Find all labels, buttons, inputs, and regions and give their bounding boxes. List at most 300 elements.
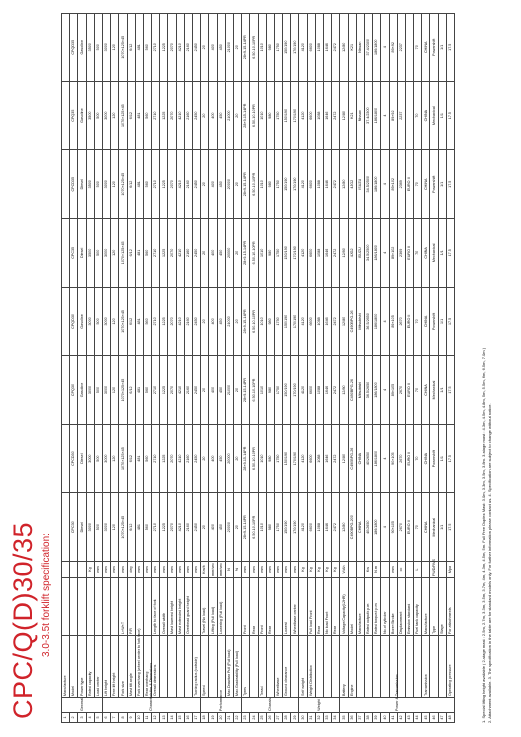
spec-value: EURO II [405, 424, 413, 493]
spec-sublabel: Type [430, 578, 438, 636]
spec-sublabel: Voltage/Capacity(12HR) [340, 578, 348, 636]
spec-label [176, 636, 184, 698]
row-number: 34 [332, 713, 340, 723]
spec-value: Nissan [356, 13, 364, 81]
table-row [430, 13, 438, 722]
table-row [250, 13, 258, 722]
spec-value: 1088 [315, 150, 323, 219]
spec-value: 4120 [299, 287, 307, 356]
row-number: 45 [422, 713, 430, 723]
footnote-1: 1. Special lifting height available ( 2-stage mast : 2.5m, 2.7m, 3.3m, 3.5m, 3.7m, 4m, 4.3m, 4.5m, 5m. Full Free Duplex Mast: 3.0m, 3.3m, 3.5m, 3.8m. 3-stage mast : 4.3m, 4.5m, 4.8m, 5m, 5.5m, 6m, 6.5m, 7.0m ) [481, 347, 486, 723]
spec-sublabel [62, 578, 70, 636]
spec-value: 3000 [102, 493, 110, 562]
spec-value: 1010 [258, 150, 266, 219]
table-row [258, 13, 266, 722]
spec-value: 560 [143, 81, 151, 150]
spec-value: 4 [381, 81, 389, 150]
spec-label: Max.Gradeability (Full load) [233, 636, 241, 698]
row-number: 48 [446, 713, 454, 723]
spec-value: CHINA [422, 356, 430, 425]
spec-value: 170/190 [291, 424, 299, 493]
spec-value [62, 13, 70, 81]
spec-label: Rated capacity [86, 636, 94, 698]
spec-value: 34.5/2500 [364, 150, 372, 219]
table-row [233, 13, 241, 722]
spec-sublabel: For attachments [446, 578, 454, 636]
spec-value: 4120 [299, 424, 307, 493]
spec-value: 2160 [184, 356, 192, 425]
row-number: 26 [266, 713, 274, 723]
spec-unit [348, 562, 356, 578]
spec-label [430, 636, 438, 698]
spec-value: EURO II [405, 287, 413, 356]
spec-value: 28×9-15-14PR [242, 356, 250, 425]
spec-value: 2450 [193, 356, 201, 425]
spec-unit: mm [176, 562, 184, 578]
spec-value: Mechanical [430, 81, 438, 150]
spec-value: 1646 [324, 287, 332, 356]
table-row [143, 13, 151, 722]
spec-value: 89×92 [389, 13, 397, 81]
spec-unit: Kg [86, 562, 94, 578]
spec-value: 170/190 [291, 219, 299, 288]
spec-value: 40/2650 [364, 493, 372, 562]
row-number: 18 [201, 713, 209, 723]
spec-value: 120 [111, 493, 119, 562]
spec-value: 6.50-10-10PR [250, 287, 258, 356]
table-row [184, 13, 192, 722]
spec-value: Gasoline [78, 287, 86, 356]
spec-value: 1070×125×45 [119, 150, 127, 219]
spec-value: 70 [414, 356, 422, 425]
spec-value: 2070 [168, 219, 176, 288]
spec-value: 1/1 [438, 81, 446, 150]
row-number: 8 [119, 713, 127, 723]
spec-value: 1750 [274, 81, 282, 150]
spec-label: Mast tilt angle [127, 636, 135, 698]
spec-value: 980 [266, 13, 274, 81]
spec-value: 1010 [258, 13, 266, 81]
spec-value: 17.5 [446, 493, 454, 562]
spec-value: 2070 [168, 287, 176, 356]
table-row [274, 13, 282, 722]
spec-sublabel: Model [348, 578, 356, 636]
spec-value: 4 [381, 150, 389, 219]
spec-value: 2670 [397, 287, 405, 356]
spec-value: 37.4/2300 [364, 13, 372, 81]
spec-value: 1646 [324, 13, 332, 81]
spec-value: 1646 [324, 356, 332, 425]
spec-value: 4210 [176, 287, 184, 356]
row-number: 24 [250, 713, 258, 723]
spec-label [324, 636, 332, 698]
spec-value: 481 [135, 150, 143, 219]
spec-unit: deg [127, 562, 135, 578]
spec-label: Fork size [119, 636, 127, 698]
spec-value: 20000 [225, 150, 233, 219]
spec-value: 40/2650 [364, 424, 372, 493]
spec-value: 2710 [152, 356, 160, 425]
spec-value: 12/80 [340, 287, 348, 356]
spec-unit [356, 562, 364, 578]
spec-value: CHINA [356, 424, 364, 493]
spec-sublabel [111, 578, 119, 636]
spec-value: 28×9-15-14PR [242, 424, 250, 493]
spec-value: 3000 [86, 287, 94, 356]
page-title: CPC/Q(D)30/35 [8, 521, 38, 719]
spec-value: 28×9-15-14PR [242, 219, 250, 288]
table-row [127, 13, 135, 722]
spec-sublabel: L×W×T [119, 578, 127, 636]
table-row [176, 13, 184, 722]
spec-value: 120 [111, 150, 119, 219]
row-number: 23 [242, 713, 250, 723]
spec-sublabel: Front [242, 578, 250, 636]
spec-value: 37.4/2300 [364, 81, 372, 150]
table-row [414, 13, 422, 722]
spec-value [405, 81, 413, 150]
spec-value: 3000 [86, 493, 94, 562]
spec-label: Speed [201, 636, 209, 698]
spec-value: 6/12 [127, 287, 135, 356]
spec-value: EURO II [405, 219, 413, 288]
spec-value: 1/1 [438, 493, 446, 562]
spec-value: 20 [233, 81, 241, 150]
spec-value: 186/1800 [373, 13, 381, 81]
spec-label: Power type [78, 636, 86, 698]
row-number: 5 [94, 713, 102, 723]
spec-value: 450 [217, 493, 225, 562]
spec-sublabel: Displacement [397, 578, 405, 636]
spec-label: Rear overhang [143, 636, 151, 698]
spec-value: CPC35 [70, 219, 78, 288]
spec-unit: Kg [332, 562, 340, 578]
spec-value: 450 [217, 81, 225, 150]
spec-value: C490BPG-26 [348, 356, 356, 425]
spec-unit [78, 562, 86, 578]
table-row [364, 13, 372, 722]
spec-value: CPQ30 [70, 356, 78, 425]
spec-sublabel: Lowest [283, 578, 291, 636]
table-row [62, 13, 70, 722]
row-number: 38 [364, 713, 372, 723]
spec-value: 3000 [102, 150, 110, 219]
spec-sublabel [193, 578, 201, 636]
spec-value: 560 [143, 424, 151, 493]
spec-value: Nissan [356, 81, 364, 150]
spec-value: 6600 [307, 13, 315, 81]
spec-value: 1750 [274, 150, 282, 219]
spec-unit [438, 562, 446, 578]
table-row [397, 13, 405, 722]
spec-unit: mm [143, 562, 151, 578]
spec-value: Mechanical [430, 493, 438, 562]
spec-value: 2710 [152, 424, 160, 493]
spec-value: 20 [201, 493, 209, 562]
table-row [348, 13, 356, 722]
row-number: 6 [102, 713, 110, 723]
spec-value: 1225 [160, 13, 168, 81]
spec-value: 4120 [299, 219, 307, 288]
spec-sublabel [94, 578, 102, 636]
spec-value: 150/190 [283, 13, 291, 81]
spec-value: 481 [135, 424, 143, 493]
row-number: 39 [373, 713, 381, 723]
spec-value: 400 [209, 424, 217, 493]
spec-value: 2369 [397, 150, 405, 219]
spec-value: 120 [111, 219, 119, 288]
spec-sublabel: Rear [266, 578, 274, 636]
spec-value: 450 [217, 219, 225, 288]
spec-value: 4210 [176, 424, 184, 493]
table-row [340, 13, 348, 722]
spec-value: 1646 [324, 493, 332, 562]
spec-value: K21 [348, 81, 356, 150]
spec-unit [422, 562, 430, 578]
spec-value: CHINA [422, 424, 430, 493]
spec-value: 1088 [315, 356, 323, 425]
spec-value: 4 [381, 13, 389, 81]
row-number: 25 [258, 713, 266, 723]
spec-value: 12/80 [340, 493, 348, 562]
table-row [373, 13, 381, 722]
spec-sublabel: Overhead guard height [184, 578, 192, 636]
spec-sublabel: Fuel tank capacity [414, 578, 422, 636]
spec-value: 4210 [176, 219, 184, 288]
row-number: 16 [184, 713, 192, 723]
spec-label [217, 636, 225, 698]
spec-sublabel: Emission standard [405, 578, 413, 636]
spec-label: Self weight [299, 636, 307, 698]
spec-value: 4210 [176, 150, 184, 219]
table-row [94, 13, 102, 722]
spec-unit: mm [94, 562, 102, 578]
spec-value: 6/12 [127, 493, 135, 562]
spec-value: 2710 [152, 493, 160, 562]
spec-sublabel [233, 578, 241, 636]
spec-value: 6/12 [127, 424, 135, 493]
spec-value: 1225 [160, 356, 168, 425]
spec-label [405, 636, 413, 698]
spec-value: 2472 [332, 356, 340, 425]
row-number: 35 [340, 713, 348, 723]
spec-unit: % [233, 562, 241, 578]
spec-value: CPQ35 [70, 81, 78, 150]
spec-value: EURO II [405, 150, 413, 219]
spec-value: 2472 [332, 13, 340, 81]
spec-unit: N.m [373, 562, 381, 578]
table-row [291, 13, 299, 722]
spec-value: 980 [266, 493, 274, 562]
spec-label: Fork overhang (wheel center to fork face) [135, 636, 143, 698]
spec-value: 1646 [324, 424, 332, 493]
spec-value: CHINA [356, 493, 364, 562]
spec-value: 186/1800 [373, 150, 381, 219]
spec-unit: mm [283, 562, 291, 578]
table-row [356, 13, 364, 722]
table-row [168, 13, 176, 722]
spec-value: 560 [143, 219, 151, 288]
spec-value: 186/1800 [373, 493, 381, 562]
spec-value: 4120 [299, 150, 307, 219]
spec-value: Gasoline [78, 13, 86, 81]
spec-label [364, 636, 372, 698]
spec-value: 2670 [397, 493, 405, 562]
spec-value: 4210 [176, 81, 184, 150]
spec-value: 980 [266, 424, 274, 493]
spec-value: 560 [143, 13, 151, 81]
spec-label [356, 636, 364, 698]
spec-value: 1010 [258, 356, 266, 425]
spec-value: 150/190 [283, 356, 291, 425]
spec-value: 17.5 [446, 424, 454, 493]
spec-value: 400 [209, 493, 217, 562]
spec-value: 1750 [274, 356, 282, 425]
spec-value: ISUZU [356, 150, 364, 219]
spec-value: 3500 [86, 219, 94, 288]
spec-value: 2450 [193, 287, 201, 356]
spec-value: 20 [201, 150, 209, 219]
spec-sublabel [78, 578, 86, 636]
row-number: 29 [291, 713, 299, 723]
spec-value: 12/80 [340, 356, 348, 425]
spec-value: 2070 [168, 356, 176, 425]
spec-value: 4120 [299, 356, 307, 425]
row-number: 7 [111, 713, 119, 723]
spec-sublabel: Rear [332, 578, 340, 636]
spec-value: CHINA [422, 13, 430, 81]
spec-value: 1/1 [438, 150, 446, 219]
table-row [332, 13, 340, 722]
spec-value: 400 [209, 219, 217, 288]
spec-value: 89×102 [389, 219, 397, 288]
spec-value: CHINA [422, 493, 430, 562]
spec-label: Battery [340, 636, 348, 698]
spec-value: 70 [414, 424, 422, 493]
spec-value: 450 [217, 150, 225, 219]
spec-value: 28×9-15-14PR [242, 81, 250, 150]
spec-unit: mm [193, 562, 201, 578]
spec-unit: FWD/RVS [430, 562, 438, 578]
spec-value: 4 [381, 493, 389, 562]
spec-value: CHINA [422, 81, 430, 150]
spec-value: 6/12 [127, 219, 135, 288]
spec-value: 1225 [160, 219, 168, 288]
spec-value: 1/1 [438, 13, 446, 81]
spec-value: 500 [94, 150, 102, 219]
spec-value: 20 [201, 424, 209, 493]
spec-value: 6.50-10-10PR [250, 81, 258, 150]
spec-label: Weight Distribution [307, 636, 315, 698]
spec-value: 3000 [86, 424, 94, 493]
spec-sublabel [102, 578, 110, 636]
spec-value: 6600 [307, 287, 315, 356]
spec-value: 1646 [324, 150, 332, 219]
spec-value: 1070×125×45 [119, 13, 127, 81]
spec-value: 170/190 [291, 81, 299, 150]
row-number: 22 [233, 713, 241, 723]
row-number: 21 [225, 713, 233, 723]
spec-label: Tyres [242, 636, 250, 698]
spec-unit: Kw [364, 562, 372, 578]
spec-value: 400 [209, 13, 217, 81]
spec-label: Operating pressure [446, 636, 454, 698]
table-row [209, 13, 217, 722]
row-number: 12 [152, 713, 160, 723]
spec-value: 20 [233, 287, 241, 356]
spec-unit: mm [291, 562, 299, 578]
table-row [225, 13, 233, 722]
spec-value: 2070 [168, 493, 176, 562]
spec-value: 6600 [307, 81, 315, 150]
spec-sublabel: No.of cylinder [381, 578, 389, 636]
spec-sublabel: Stage [438, 578, 446, 636]
row-number: 4 [86, 713, 94, 723]
spec-label: Max.Drawbar Pull (Full load) [225, 636, 233, 698]
spec-sublabel: Length to face of fork [152, 578, 160, 636]
spec-value: 500 [94, 493, 102, 562]
spec-value: 4JG2 [348, 150, 356, 219]
spec-value: 560 [143, 493, 151, 562]
table-row [324, 13, 332, 722]
spec-value: C490BPG-200 [348, 493, 356, 562]
spec-value: 2070 [168, 424, 176, 493]
spec-value: 2160 [184, 150, 192, 219]
spec-value: CPCD30 [70, 424, 78, 493]
spec-value: 150/190 [283, 424, 291, 493]
spec-sublabel: Rear [315, 578, 323, 636]
spec-value: 2450 [193, 81, 201, 150]
spec-value: 4 [381, 356, 389, 425]
spec-value: 2710 [152, 13, 160, 81]
spec-value: 481 [135, 219, 143, 288]
table-row [201, 13, 209, 722]
spec-sublabel: Manufacture [356, 578, 364, 636]
spec-value: 2160 [184, 13, 192, 81]
spec-value: 12/80 [340, 219, 348, 288]
spec-value: 1225 [160, 287, 168, 356]
row-number: 1 [62, 713, 70, 723]
spec-value: Powershift [430, 424, 438, 493]
row-number: 36 [348, 713, 356, 723]
spec-value: 1070×125×45 [119, 493, 127, 562]
row-number: 9 [127, 713, 135, 723]
spec-unit: L [414, 562, 422, 578]
spec-value: CPQD35 [70, 13, 78, 81]
table-row [266, 13, 274, 722]
spec-value: 560 [143, 150, 151, 219]
spec-sublabel: Lifting (Full load) [209, 578, 217, 636]
spec-label: Wheelbase [274, 636, 282, 698]
spec-sublabel: Bore×Stroke [389, 578, 397, 636]
spec-value: 21000 [225, 81, 233, 150]
spec-label [209, 636, 217, 698]
spec-value: 150/190 [283, 81, 291, 150]
spec-value: CPCD35 [70, 150, 78, 219]
spec-label: Free lift height [111, 636, 119, 698]
spec-value: Diesel [78, 219, 86, 288]
spec-value: 2472 [332, 150, 340, 219]
row-number: 2 [70, 713, 78, 723]
row-number: 10 [135, 713, 143, 723]
spec-value: 2237 [397, 13, 405, 81]
spec-label: Lift height [102, 636, 110, 698]
spec-value [62, 150, 70, 219]
spec-value: 2160 [184, 287, 192, 356]
spec-sublabel: Wheelbase center [291, 578, 299, 636]
spec-unit: mm [274, 562, 282, 578]
spec-value: 6600 [307, 356, 315, 425]
